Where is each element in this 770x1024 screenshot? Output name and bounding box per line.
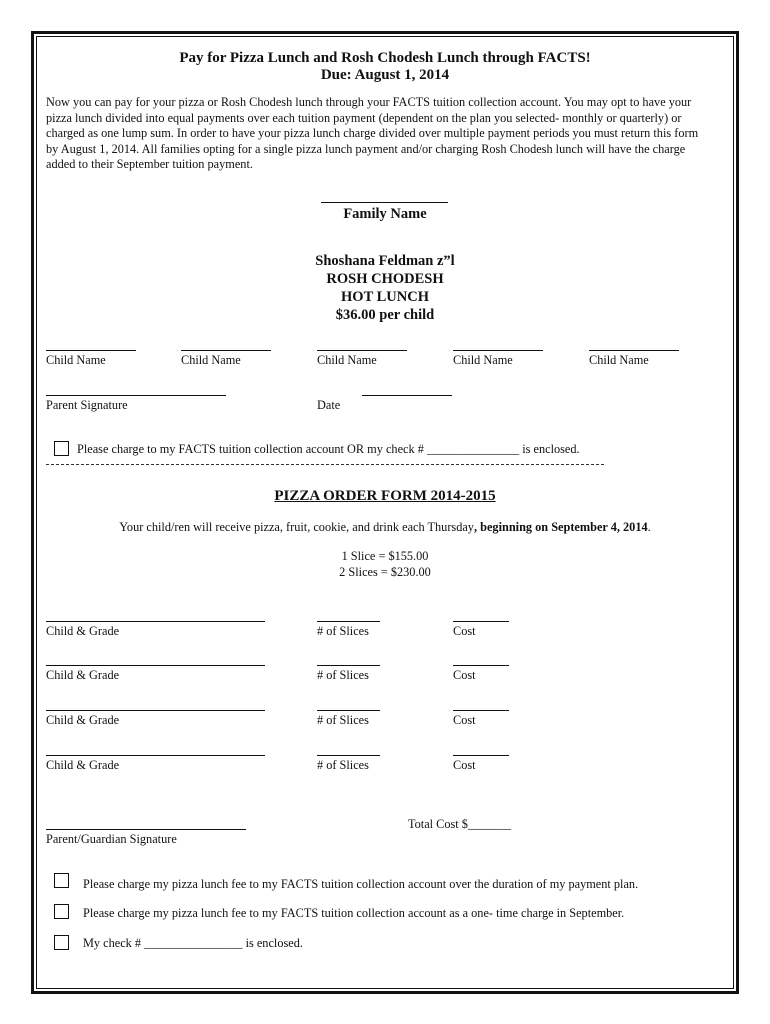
- intro-line: charged as one lump sum. In order to have your pizza lunch charge divided over multiple payment periods you must return this form: [46, 126, 699, 140]
- check-number-field[interactable]: _______________: [426, 442, 520, 456]
- parent-signature-field[interactable]: [46, 395, 226, 396]
- intro-line: pizza lunch divided into equal payments over each tuition payment (dependent on the plan you selected- monthly or quarterly) or: [46, 110, 682, 125]
- child-grade-field[interactable]: [46, 710, 265, 711]
- facts-charge-text: [77, 442, 580, 457]
- intro-paragraph: [46, 95, 722, 173]
- total-cost-label: Total Cost $: [408, 817, 468, 831]
- payment-plan-option: Please charge my pizza lunch fee to my FACTS tuition collection account over the duration of my payment plan.: [83, 877, 639, 891]
- intro-line: Now you can pay for your pizza or Rosh Chodesh lunch through your FACTS tuition collection account. You may opt to have your: [46, 95, 692, 109]
- date-label: Date: [317, 398, 341, 412]
- child-grade-label: Child & Grade: [46, 758, 120, 772]
- child-grade-field[interactable]: [46, 755, 265, 756]
- intro-line: added to their September tuition payment.: [46, 157, 253, 171]
- intro-line: by August 1, 2014. All families opting for a single pizza lunch payment and/or charging Rosh Chodesh lunch will have the charge: [46, 141, 686, 156]
- cost-label: Cost: [453, 758, 476, 772]
- slices-field[interactable]: [317, 621, 380, 622]
- slices-field[interactable]: [317, 665, 380, 666]
- guardian-signature-label: Parent/Guardian Signature: [46, 832, 177, 846]
- slices-label: # of Slices: [317, 624, 369, 638]
- price-one-slice: 1 Slice = $155.00: [341, 549, 429, 563]
- check-enclosed-number-field[interactable]: ________________: [144, 936, 243, 950]
- child-name-label: Child Name: [181, 353, 241, 367]
- total-cost-field[interactable]: _______: [467, 817, 511, 831]
- child-grade-label: Child & Grade: [46, 713, 120, 727]
- check-enclosed-checkbox[interactable]: [54, 935, 69, 950]
- hot-lunch-heading: HOT LUNCH: [341, 289, 429, 305]
- check-enclosed-suffix: is enclosed.: [242, 936, 303, 950]
- price-two-slices: 2 Slices = $230.00: [339, 565, 431, 579]
- child-name-field[interactable]: [181, 350, 271, 351]
- due-date: Due: August 1, 2014: [320, 67, 450, 83]
- pizza-intro: [36, 520, 734, 535]
- pizza-intro-text: Your child/ren will receive pizza, fruit, cookie, and drink each Thursday: [119, 520, 474, 534]
- total-cost: [408, 817, 511, 832]
- slices-label: # of Slices: [317, 668, 369, 682]
- one-time-charge-checkbox[interactable]: [54, 904, 69, 919]
- date-field[interactable]: [362, 395, 452, 396]
- cost-field[interactable]: [453, 710, 509, 711]
- child-name-field[interactable]: [46, 350, 136, 351]
- child-name-label: Child Name: [453, 353, 513, 367]
- one-time-charge-option: Please charge my pizza lunch fee to my FACTS tuition collection account as a one- time charge in September.: [83, 906, 625, 920]
- family-name-label: Family Name: [343, 206, 427, 222]
- memorial-name: Shoshana Feldman z”l: [315, 253, 455, 269]
- cost-field[interactable]: [453, 665, 509, 666]
- child-name-field[interactable]: [317, 350, 407, 351]
- cost-field[interactable]: [453, 755, 509, 756]
- check-enclosed-option: [83, 936, 303, 951]
- facts-charge-checkbox[interactable]: [54, 441, 69, 456]
- cost-field[interactable]: [453, 621, 509, 622]
- child-name-label: Child Name: [589, 353, 649, 367]
- price-per-child: $36.00 per child: [335, 307, 435, 323]
- pizza-form-title: PIZZA ORDER FORM 2014-2015: [274, 488, 496, 504]
- pizza-start-date: , beginning on September 4, 2014: [473, 520, 648, 534]
- child-name-label: Child Name: [46, 353, 106, 367]
- child-name-field[interactable]: [453, 350, 543, 351]
- child-grade-field[interactable]: [46, 665, 265, 666]
- family-name-field[interactable]: [321, 202, 448, 203]
- cost-label: Cost: [453, 713, 476, 727]
- child-grade-label: Child & Grade: [46, 668, 120, 682]
- child-grade-label: Child & Grade: [46, 624, 120, 638]
- cost-label: Cost: [453, 624, 476, 638]
- pizza-intro-end: .: [647, 520, 651, 534]
- payment-plan-checkbox[interactable]: [54, 873, 69, 888]
- child-name-label: Child Name: [317, 353, 377, 367]
- child-grade-field[interactable]: [46, 621, 265, 622]
- facts-charge-label: Please charge to my FACTS tuition collection account OR my check #: [77, 442, 427, 456]
- guardian-signature-field[interactable]: [46, 829, 246, 830]
- rosh-chodesh-heading: ROSH CHODESH: [326, 271, 444, 287]
- slices-field[interactable]: [317, 755, 380, 756]
- slices-field[interactable]: [317, 710, 380, 711]
- parent-signature-label: Parent Signature: [46, 398, 128, 412]
- child-name-field[interactable]: [589, 350, 679, 351]
- slices-label: # of Slices: [317, 713, 369, 727]
- cut-line-divider: [46, 464, 604, 465]
- facts-charge-suffix: is enclosed.: [519, 442, 580, 456]
- form-title: Pay for Pizza Lunch and Rosh Chodesh Lunch through FACTS!: [179, 50, 591, 66]
- check-enclosed-prefix: My check #: [83, 936, 145, 950]
- cost-label: Cost: [453, 668, 476, 682]
- slices-label: # of Slices: [317, 758, 369, 772]
